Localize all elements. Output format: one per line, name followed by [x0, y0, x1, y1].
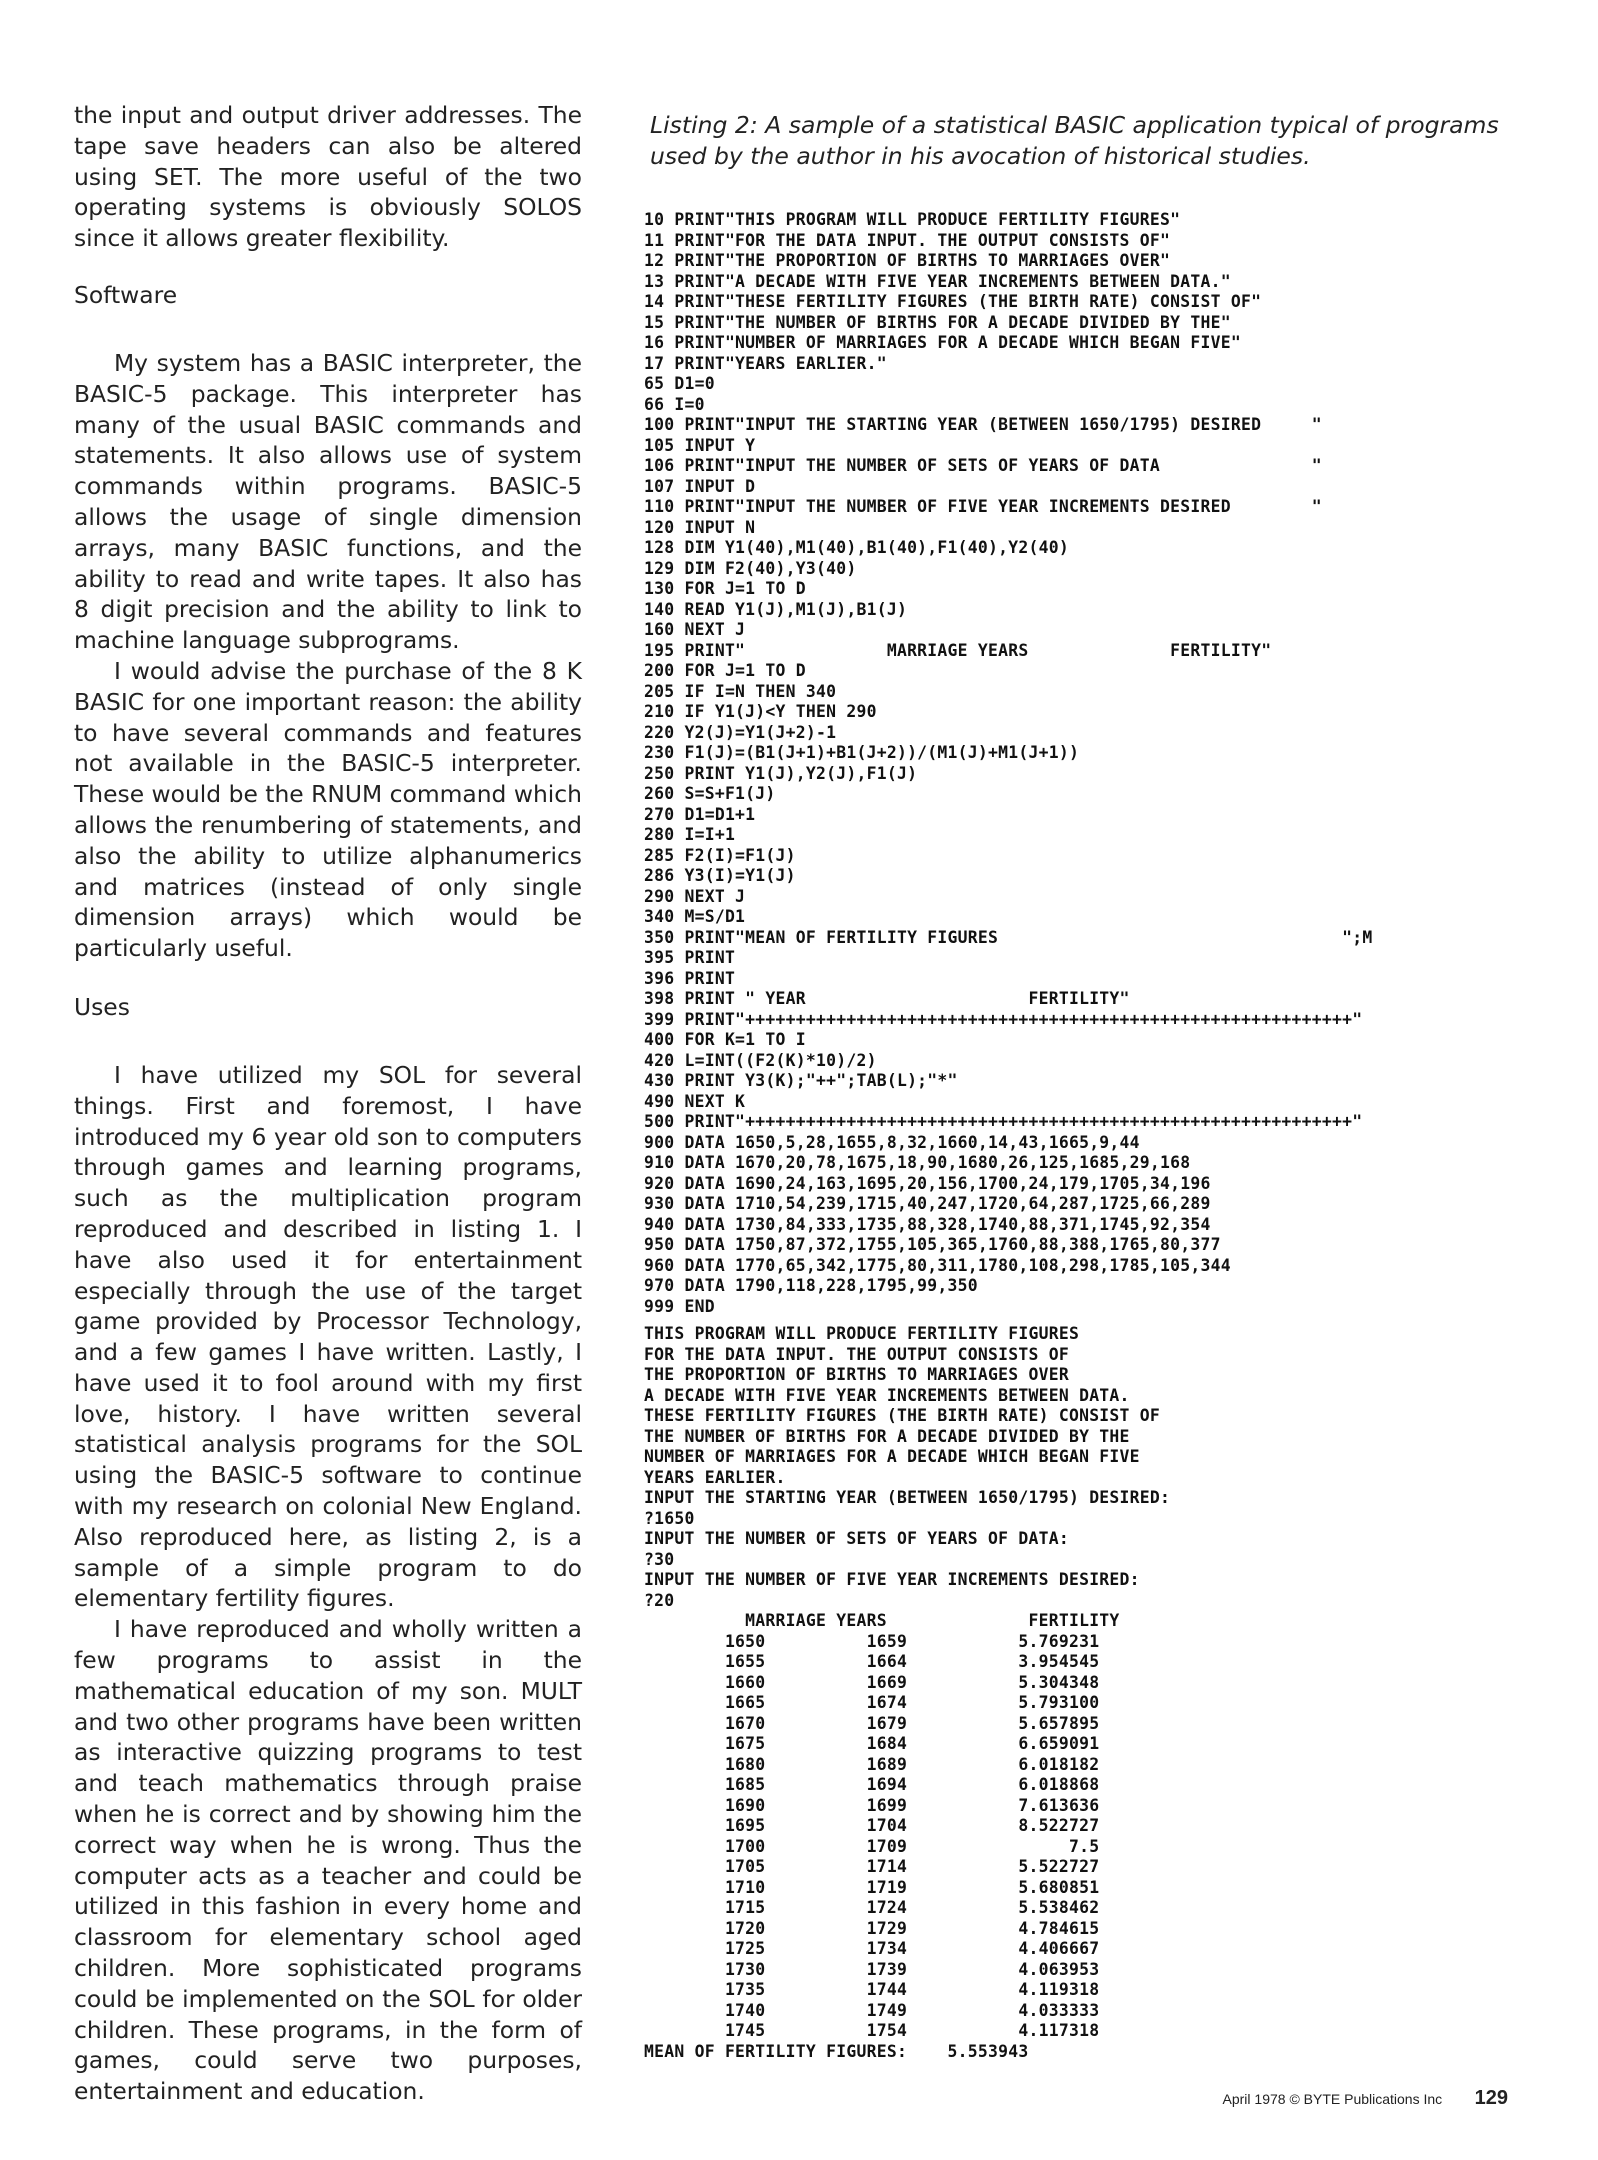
paragraph-uses-1: I have utilized my SOL for several things. First and foremost, I have introduced my 6 year old son to computers through games and learning programs, such as the multiplication program reproduced and described in listing 1. I have also used it for entertainment especially through the use of the target game provided by Processor Technology, and a few games I have written. Lastly, I have used it to fool around with my first love, history. I have written several statistical analysis programs for the SOL using the BASIC-5 software to continue with my research on colonial New England. Also reproduced here, as listing 2, is a sample of a simple program to do elementary fertility figures.: [74, 1060, 582, 1613]
paragraph-software-2: I would advise the purchase of the 8 K BASIC for one important reason: the ability to have several commands and features not available in the BASIC-5 interpreter. These would be the RNUM command which allows the renumbering of statements, and also the ability to utilize alphanumerics and matrices (instead of only single dimension arrays) which would be particularly useful.: [74, 656, 582, 963]
page-footer: [1223, 2087, 1508, 2110]
heading-uses: Uses: [74, 992, 130, 1021]
paragraph-intro: the input and output driver addresses. The tape save headers can also be altered using SET. The more useful of the two operating systems is obviously SOLOS since it allows greater flexibility.: [74, 101, 582, 253]
listing-caption: Listing 2: A sample of a statistical BASIC application typical of programs used by the author in his avocation of historical studies.: [650, 111, 1499, 170]
heading-software: Software: [74, 280, 178, 309]
page-number: 129: [1474, 2087, 1508, 2109]
paragraph-uses-2: I have reproduced and wholly written a few programs to assist in the mathematical education of my son. MULT and two other programs have been written as interactive quizzing programs to test and teach mathematics through praise when he is correct and by showing him the correct way when he is wrong. Thus the computer acts as a teacher and could be utilized in this fashion in every home and classroom for elementary school aged children. More sophisticated programs could be implemented on the SOL for older children. These programs, in the form of games, could serve two purposes, entertainment and education.: [74, 1615, 582, 2106]
publication-credit: April 1978 © BYTE Publications Inc: [1222, 2090, 1443, 2107]
program-output-listing: THIS PROGRAM WILL PRODUCE FERTILITY FIGURES FOR THE DATA INPUT. THE OUTPUT CONSISTS OF THE PROPORTION OF BIRTHS TO MARRIAGES OVER A DECADE WITH FIVE YEAR INCREMENTS BETWEEN DATA. THESE FERTILITY FIGURES (THE BIRTH RATE) CONSIST OF THE NUMBER OF BIRTHS FOR A DECADE DIVIDED BY THE NUMBER OF MARRIAGES FOR A DECADE WHICH BEGAN FIVE YEARS EARLIER. INPUT THE STARTING YEAR (BETWEEN 1650/1795) DESIRED: ?1650 INPUT THE NUMBER OF SETS OF YEARS OF DATA: ?30 INPUT THE NUMBER OF FIVE YEAR INCREMENTS DESIRED: ?20 MARRIAGE YEARS FERTILITY 1650 1659 5.769231 1655 1664 3.954545 1660 1669 5.304348 1665 1674 5.793100 1670 1679 5.657895 1675 1684 6.659091 1680 1689 6.018182 1685 1694 6.018868 1690 1699 7.613636 1695 1704 8.522727 1700 1709 7.5 1705 1714 5.522727 1710 1719 5.680851 1715 1724 5.538462 1720 1729 4.784615 1725 1734 4.406667 1730 1739 4.063953 1735 1744 4.119318 1740 1749 4.033333 1745 1754 4.117318 MEAN OF FERTILITY FIGURES: 5.553943: [644, 1324, 1171, 2061]
article-body-column: [74, 100, 582, 2107]
paragraph-software-1: My system has a BASIC interpreter, the BASIC-5 package. This interpreter has many of the usual BASIC commands and statements. It also allows use of system commands within programs. BASIC-5 allows the usage of single dimension arrays, many BASIC functions, and the ability to read and write tapes. It also has 8 digit precision and the ability to link to machine language subprograms.: [74, 348, 582, 655]
basic-program-listing: 10 PRINT"THIS PROGRAM WILL PRODUCE FERTILITY FIGURES" 11 PRINT"FOR THE DATA INPUT. THE OUTPUT CONSISTS OF" 12 PRINT"THE PROPORTION OF BIRTHS TO MARRIAGES OVER" 13 PRINT"A DECADE WITH FIVE YEAR INCREMENTS BETWEEN DATA." 14 PRINT"THESE FERTILITY FIGURES (THE BIRTH RATE) CONSIST OF" 15 PRINT"THE NUMBER OF BIRTHS FOR A DECADE DIVIDED BY THE" 16 PRINT"NUMBER OF MARRIAGES FOR A DECADE WHICH BEGAN FIVE" 17 PRINT"YEARS EARLIER." 65 D1=0 66 I=0 100 PRINT"INPUT THE STARTING YEAR (BETWEEN 1650/1795) DESIRED " 105 INPUT Y 106 PRINT"INPUT THE NUMBER OF SETS OF YEARS OF DATA " 107 INPUT D 110 PRINT"INPUT THE NUMBER OF FIVE YEAR INCREMENTS DESIRED " 120 INPUT N 128 DIM Y1(40),M1(40),B1(40),F1(40),Y2(40) 129 DIM F2(40),Y3(40) 130 FOR J=1 TO D 140 READ Y1(J),M1(J),B1(J) 160 NEXT J 195 PRINT" MARRIAGE YEARS FERTILITY" 200 FOR J=1 TO D 205 IF I=N THEN 340 210 IF Y1(J)<Y THEN 290 220 Y2(J)=Y1(J+2)-1 230 F1(J)=(B1(J+1)+B1(J+2))/(M1(J)+M1(J+1)) 250 PRINT Y1(J),Y2(J),F1(J) 260 S=S+F1(J) 270 D1=D1+1 280 I=I+1 285 F2(I)=F1(J) 286 Y3(I)=Y1(J) 290 NEXT J 340 M=S/D1 350 PRINT"MEAN OF FERTILITY FIGURES ";M 395 PRINT 396 PRINT 398 PRINT " YEAR FERTILITY" 399 PRINT"++++++++++++++++++++++++++++++++++++++++++++++++++++++++++++" 400 FOR K=1 TO I 420 L=INT((F2(K)*10)/2) 430 PRINT Y3(K);"++";TAB(L);"*" 490 NEXT K 500 PRINT"++++++++++++++++++++++++++++++++++++++++++++++++++++++++++++" 900 DATA 1650,5,28,1655,8,32,1660,14,43,1665,9,44 910 DATA 1670,20,78,1675,18,90,1680,26,125,1685,29,168 920 DATA 1690,24,163,1695,20,156,1700,24,179,1705,34,196 930 DATA 1710,54,239,1715,40,247,1720,64,287,1725,66,289 940 DATA 1730,84,333,1735,88,328,1740,88,371,1745,92,354 950 DATA 1750,87,372,1755,105,365,1760,88,388,1765,80,377 960 DATA 1770,65,342,1775,80,311,1780,108,298,1785,105,344 970 DATA 1790,118,228,1795,99,350 999 END: [644, 210, 1373, 1316]
